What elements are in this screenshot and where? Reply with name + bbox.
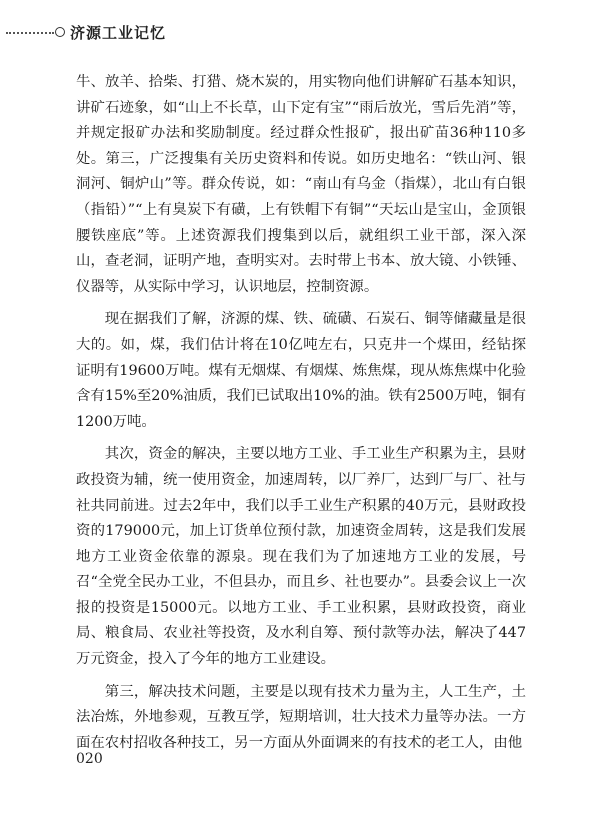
page-number: 020 [76,751,103,767]
book-title: 济源工业记忆 [70,24,167,42]
paragraph-funding: 其次，资金的解决，主要以地方工业、手工业生产积累为主，县财政投资为辅，统一使用资金，加速周转，以厂养厂，达到厂与厂、社与社共同前进。过去2年中，我们以手工业生产积累的40万元，县财政投资的179000元，加上订货单位预付款，加速资金周转，这是我们发展地方工业资金依靠的源泉。现在我们为了加速地方工业的发展，号召“全党全民办工业，不但县办，而且乡、社也要办”。县委会议上一次报的投资是15000元。以地方工业、手工业积累，县财政投资，商业局、粮食局、农业社等投资，及水利自筹、预付款等办法，解决了447万元资金，投入了今年的地方工业建设。 [76,446,526,668]
paragraph-resources: 现在据我们了解，济源的煤、铁、硫磺、石炭石、铜等储藏量是很大的。如，煤，我们估计将在10亿吨左右，只克井一个煤田，经钻探证明有19600万吨。煤有无烟煤、有烟煤、炼焦煤，现从炼焦煤中化验含有15%至20%油质，我们已试取出10%的油。铁有2500万吨，铜有1200万吨。 [76,311,526,430]
header-dotted-rule [6,32,54,34]
paragraph-continued: 牛、放羊、拾柴、打猎、烧木炭的，用实物向他们讲解矿石基本知识，讲矿石迹象，如“山上不长草，山下定有宝”“雨后放光，雪后先消”等，并规定报矿办法和奖励制度。经过群众性报矿，报出矿苗36种110多处。第三，广泛搜集有关历史资料和传说。如历史地名：“铁山河、银洞河、铜炉山”等。群众传说，如：“南山有乌金（指煤），北山有白银（指铅）”“上有臭炭下有磺，上有铁帽下有铜”“天坛山是宝山，金顶银腰铁座底”等。上述资源我们搜集到以后，就组织工业干部，深入深山，查老洞，证明产地，查明实对。去时带上书本、放大镜、小铁锤、仪器等，从实际中学习，认识地层，控制资源。 [76,74,526,295]
paragraph-technology: 第三，解决技术问题，主要是以现有技术力量为主，人工生产，土法冶炼，外地参观，互教互学，短期培训，壮大技术力量等办法。一方面在农村招收各种技工，另一方面从外面调来的有技术的老工人，由他 [76,683,526,751]
page-body [76,70,526,763]
running-header [0,20,600,46]
header-circle-icon [55,27,65,37]
